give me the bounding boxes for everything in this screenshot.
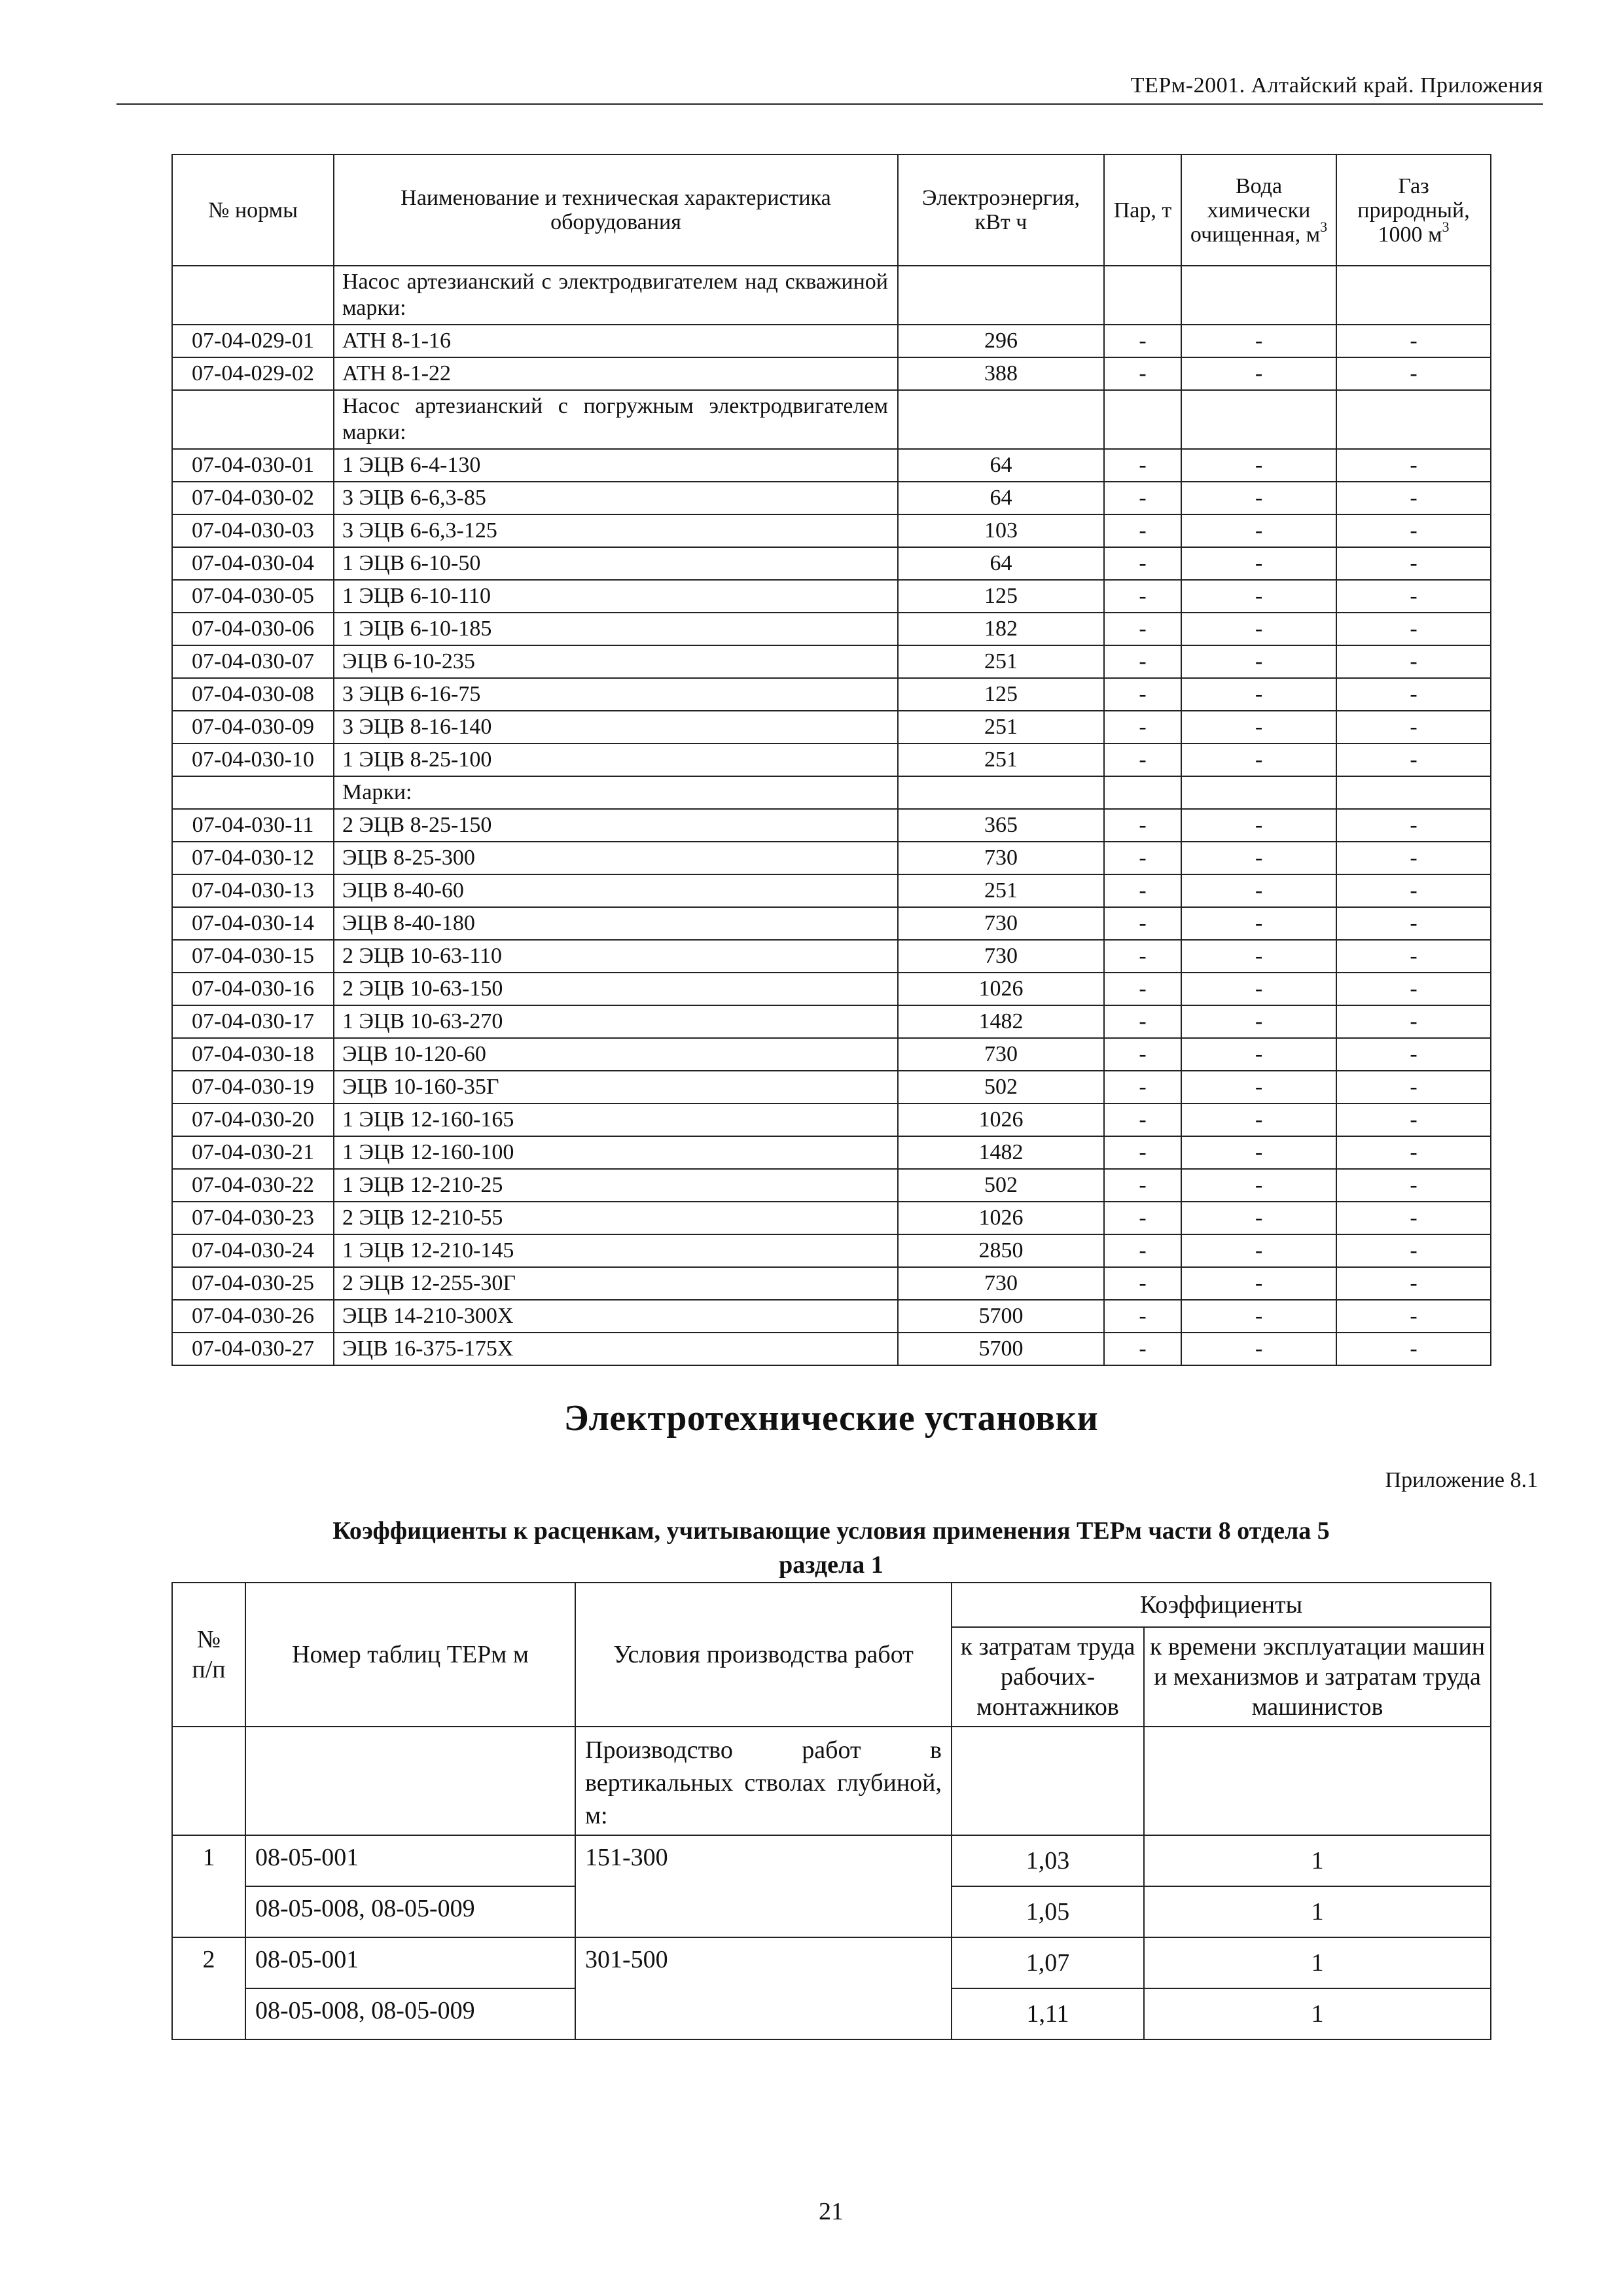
gas-value: - — [1336, 1136, 1491, 1169]
electricity-value: 1026 — [898, 973, 1104, 1005]
group-row — [172, 390, 1491, 449]
gas-value: - — [1336, 1169, 1491, 1202]
table-row — [172, 1071, 1491, 1103]
equipment-name: 1 ЭЦВ 10-63-270 — [334, 1005, 898, 1038]
table2-caption — [0, 1514, 1623, 1582]
norm-code: 07-04-030-24 — [172, 1234, 334, 1267]
gas-value: - — [1336, 547, 1491, 580]
electricity-value: 730 — [898, 1267, 1104, 1300]
equipment-energy-table — [171, 154, 1491, 1366]
table-row — [172, 325, 1491, 357]
equipment-name: 1 ЭЦВ 6-4-130 — [334, 449, 898, 482]
equipment-name: 1 ЭЦВ 6-10-185 — [334, 613, 898, 645]
norm-code: 07-04-030-19 — [172, 1071, 334, 1103]
equipment-name: 1 ЭЦВ 6-10-50 — [334, 547, 898, 580]
water-value: - — [1181, 547, 1336, 580]
table-row — [172, 1267, 1491, 1300]
header-electricity: Электроэнергия, кВт ч — [898, 154, 1104, 266]
equipment-name: 2 ЭЦВ 12-255-30Г — [334, 1267, 898, 1300]
steam-value: - — [1104, 1267, 1181, 1300]
table-row — [172, 973, 1491, 1005]
gas-value: - — [1336, 809, 1491, 842]
table-row — [172, 613, 1491, 645]
table-row — [172, 580, 1491, 613]
steam-value: - — [1104, 1300, 1181, 1333]
table-numbers: 08-05-008, 08-05-009 — [245, 1988, 575, 2039]
norm-code: 07-04-029-02 — [172, 357, 334, 390]
steam-value: - — [1104, 1005, 1181, 1038]
group-empty-cell — [1181, 776, 1336, 809]
table-row — [172, 1169, 1491, 1202]
norm-code: 07-04-030-05 — [172, 580, 334, 613]
group-empty-cell — [1104, 266, 1181, 325]
group-empty-cell — [898, 776, 1104, 809]
table2-caption-line2: раздела 1 — [779, 1551, 883, 1579]
steam-value: - — [1104, 325, 1181, 357]
electricity-value: 1026 — [898, 1103, 1104, 1136]
water-value: - — [1181, 1169, 1336, 1202]
electricity-value: 182 — [898, 613, 1104, 645]
gas-value: - — [1336, 1103, 1491, 1136]
gas-value: - — [1336, 1234, 1491, 1267]
steam-value: - — [1104, 613, 1181, 645]
appendix-label: Приложение 8.1 — [1385, 1468, 1538, 1492]
table-numbers: 08-05-008, 08-05-009 — [245, 1886, 575, 1937]
steam-value: - — [1104, 842, 1181, 874]
table-row — [172, 842, 1491, 874]
gas-value: - — [1336, 325, 1491, 357]
header-code: № нормы — [172, 154, 334, 266]
table-row — [172, 1937, 1491, 1988]
table2-caption-line1: Коэффициенты к расценкам, учитывающие условия применения ТЕРм части 8 отдела 5 — [332, 1517, 1330, 1545]
gas-value: - — [1336, 449, 1491, 482]
norm-code: 07-04-030-27 — [172, 1333, 334, 1365]
norm-code: 07-04-030-06 — [172, 613, 334, 645]
water-value: - — [1181, 744, 1336, 776]
steam-value: - — [1104, 711, 1181, 744]
depth-condition: 151-300 — [575, 1835, 952, 1937]
steam-value: - — [1104, 940, 1181, 973]
header-num: № п/п — [172, 1583, 245, 1727]
steam-value: - — [1104, 1103, 1181, 1136]
steam-value: - — [1104, 580, 1181, 613]
equipment-name: ЭЦВ 14-210-300Х — [334, 1300, 898, 1333]
header-steam: Пар, т — [1104, 154, 1181, 266]
steam-value: - — [1104, 907, 1181, 940]
gas-value: - — [1336, 1333, 1491, 1365]
equipment-name: 2 ЭЦВ 12-210-55 — [334, 1202, 898, 1234]
table-row — [172, 482, 1491, 514]
norm-code: 07-04-030-08 — [172, 678, 334, 711]
header-machines: к времени эксплуатации машин и механизмов и затратам труда машинистов — [1144, 1627, 1491, 1727]
gas-value: - — [1336, 940, 1491, 973]
table-row — [172, 1103, 1491, 1136]
steam-value: - — [1104, 1169, 1181, 1202]
water-value: - — [1181, 809, 1336, 842]
gas-value: - — [1336, 482, 1491, 514]
equipment-name: 1 ЭЦВ 12-160-100 — [334, 1136, 898, 1169]
machine-coefficient: 1 — [1144, 1835, 1491, 1886]
group-empty-cell — [898, 390, 1104, 449]
norm-code: 07-04-030-16 — [172, 973, 334, 1005]
gas-value: - — [1336, 645, 1491, 678]
table-row — [172, 1333, 1491, 1365]
table-numbers: 08-05-001 — [245, 1835, 575, 1886]
gas-value: - — [1336, 514, 1491, 547]
steam-value: - — [1104, 1234, 1181, 1267]
steam-value: - — [1104, 482, 1181, 514]
norm-code: 07-04-030-21 — [172, 1136, 334, 1169]
electricity-value: 251 — [898, 744, 1104, 776]
gas-value: - — [1336, 1267, 1491, 1300]
water-value: - — [1181, 907, 1336, 940]
equipment-name: ЭЦВ 8-40-60 — [334, 874, 898, 907]
electricity-value: 365 — [898, 809, 1104, 842]
norm-code: 07-04-030-18 — [172, 1038, 334, 1071]
table-row — [172, 940, 1491, 973]
norm-code: 07-04-030-20 — [172, 1103, 334, 1136]
group-label: Марки: — [334, 776, 898, 809]
electricity-value: 502 — [898, 1169, 1104, 1202]
norm-code: 07-04-029-01 — [172, 325, 334, 357]
norm-code: 07-04-030-23 — [172, 1202, 334, 1234]
norm-code: 07-04-030-22 — [172, 1169, 334, 1202]
water-value: - — [1181, 1202, 1336, 1234]
table-row — [172, 514, 1491, 547]
water-value: - — [1181, 711, 1336, 744]
table-row — [172, 1835, 1491, 1886]
gas-value: - — [1336, 1038, 1491, 1071]
water-value: - — [1181, 1267, 1336, 1300]
electricity-value: 730 — [898, 842, 1104, 874]
gas-value: - — [1336, 973, 1491, 1005]
equipment-name: АТН 8-1-22 — [334, 357, 898, 390]
intro-empty-num — [172, 1727, 245, 1835]
labor-coefficient: 1,07 — [952, 1937, 1144, 1988]
electricity-value: 5700 — [898, 1333, 1104, 1365]
header-water-sup: 3 — [1320, 219, 1328, 236]
group-empty-cell — [1336, 266, 1491, 325]
water-value: - — [1181, 357, 1336, 390]
intro-empty-machines — [1144, 1727, 1491, 1835]
electricity-value: 251 — [898, 711, 1104, 744]
group-empty-cell — [1104, 390, 1181, 449]
steam-value: - — [1104, 1202, 1181, 1234]
norm-code: 07-04-030-13 — [172, 874, 334, 907]
intro-empty-labor — [952, 1727, 1144, 1835]
norm-code: 07-04-030-17 — [172, 1005, 334, 1038]
page-number: 21 — [819, 2198, 844, 2225]
table-row — [172, 1038, 1491, 1071]
table-row — [172, 357, 1491, 390]
group-code-cell — [172, 776, 334, 809]
water-value: - — [1181, 678, 1336, 711]
steam-value: - — [1104, 645, 1181, 678]
header-gas-sup: 3 — [1442, 219, 1450, 236]
norm-code: 07-04-030-26 — [172, 1300, 334, 1333]
machine-coefficient: 1 — [1144, 1988, 1491, 2039]
gas-value: - — [1336, 907, 1491, 940]
header-gas — [1336, 154, 1491, 266]
table1-header-row — [172, 154, 1491, 266]
row-number: 1 — [172, 1835, 245, 1937]
gas-value: - — [1336, 711, 1491, 744]
header-tables: Номер таблиц ТЕРм м — [245, 1583, 575, 1727]
norm-code: 07-04-030-09 — [172, 711, 334, 744]
electricity-value: 296 — [898, 325, 1104, 357]
gas-value: - — [1336, 580, 1491, 613]
header-coefficients: Коэффициенты — [952, 1583, 1491, 1627]
electricity-value: 64 — [898, 547, 1104, 580]
equipment-name: 1 ЭЦВ 12-210-25 — [334, 1169, 898, 1202]
equipment-name: ЭЦВ 8-40-180 — [334, 907, 898, 940]
steam-value: - — [1104, 1333, 1181, 1365]
coefficients-table — [171, 1582, 1491, 2040]
equipment-name: ЭЦВ 8-25-300 — [334, 842, 898, 874]
equipment-name: 1 ЭЦВ 12-160-165 — [334, 1103, 898, 1136]
norm-code: 07-04-030-04 — [172, 547, 334, 580]
water-value: - — [1181, 940, 1336, 973]
norm-code: 07-04-030-11 — [172, 809, 334, 842]
equipment-name: 3 ЭЦВ 6-6,3-125 — [334, 514, 898, 547]
water-value: - — [1181, 1136, 1336, 1169]
table-row — [172, 744, 1491, 776]
electricity-value: 125 — [898, 580, 1104, 613]
gas-value: - — [1336, 613, 1491, 645]
table-row — [172, 645, 1491, 678]
labor-coefficient: 1,03 — [952, 1835, 1144, 1886]
section-title: Электротехнические установки — [563, 1398, 1099, 1439]
gas-value: - — [1336, 1005, 1491, 1038]
water-value: - — [1181, 1234, 1336, 1267]
table-row — [172, 1202, 1491, 1234]
table-row — [172, 1300, 1491, 1333]
steam-value: - — [1104, 357, 1181, 390]
table-row — [172, 678, 1491, 711]
table-row — [172, 547, 1491, 580]
steam-value: - — [1104, 449, 1181, 482]
equipment-name: 2 ЭЦВ 10-63-110 — [334, 940, 898, 973]
gas-value: - — [1336, 678, 1491, 711]
water-value: - — [1181, 874, 1336, 907]
header-name: Наименование и техническая характеристика оборудования — [334, 154, 898, 266]
steam-value: - — [1104, 547, 1181, 580]
header-gas-text: Газ природный, 1000 м — [1357, 173, 1470, 247]
table2-body — [172, 1727, 1491, 2039]
electricity-value: 103 — [898, 514, 1104, 547]
norm-code: 07-04-030-03 — [172, 514, 334, 547]
table-row — [172, 874, 1491, 907]
table-row — [172, 1136, 1491, 1169]
header-conditions: Условия производства работ — [575, 1583, 952, 1727]
steam-value: - — [1104, 874, 1181, 907]
water-value: - — [1181, 645, 1336, 678]
water-value: - — [1181, 613, 1336, 645]
electricity-value: 1026 — [898, 1202, 1104, 1234]
labor-coefficient: 1,05 — [952, 1886, 1144, 1937]
water-value: - — [1181, 1071, 1336, 1103]
steam-value: - — [1104, 973, 1181, 1005]
header-labor: к затратам труда рабочих-монтажников — [952, 1627, 1144, 1727]
water-value: - — [1181, 973, 1336, 1005]
steam-value: - — [1104, 744, 1181, 776]
electricity-value: 730 — [898, 940, 1104, 973]
group-empty-cell — [1104, 776, 1181, 809]
norm-code: 07-04-030-15 — [172, 940, 334, 973]
table-numbers: 08-05-001 — [245, 1937, 575, 1988]
machine-coefficient: 1 — [1144, 1937, 1491, 1988]
norm-code: 07-04-030-07 — [172, 645, 334, 678]
steam-value: - — [1104, 514, 1181, 547]
electricity-value: 251 — [898, 874, 1104, 907]
group-empty-cell — [1181, 266, 1336, 325]
electricity-value: 5700 — [898, 1300, 1104, 1333]
group-empty-cell — [1181, 390, 1336, 449]
steam-value: - — [1104, 678, 1181, 711]
norm-code: 07-04-030-10 — [172, 744, 334, 776]
table-row — [172, 1234, 1491, 1267]
machine-coefficient: 1 — [1144, 1886, 1491, 1937]
electricity-value: 1482 — [898, 1005, 1104, 1038]
norm-code: 07-04-030-12 — [172, 842, 334, 874]
equipment-name: 3 ЭЦВ 8-16-140 — [334, 711, 898, 744]
equipment-name: ЭЦВ 6-10-235 — [334, 645, 898, 678]
water-value: - — [1181, 1333, 1336, 1365]
intro-condition: Производство работ в вертикальных стволах глубиной, м: — [575, 1727, 952, 1835]
water-value: - — [1181, 842, 1336, 874]
running-header: ТЕРм-2001. Алтайский край. Приложения — [1130, 73, 1543, 98]
table2-header-row-1 — [172, 1583, 1491, 1627]
water-value: - — [1181, 1103, 1336, 1136]
norm-code: 07-04-030-01 — [172, 449, 334, 482]
header-water — [1181, 154, 1336, 266]
equipment-name: 2 ЭЦВ 10-63-150 — [334, 973, 898, 1005]
water-value: - — [1181, 1300, 1336, 1333]
group-empty-cell — [898, 266, 1104, 325]
equipment-name: 3 ЭЦВ 6-16-75 — [334, 678, 898, 711]
group-row — [172, 266, 1491, 325]
gas-value: - — [1336, 1071, 1491, 1103]
depth-condition: 301-500 — [575, 1937, 952, 2039]
group-empty-cell — [1336, 776, 1491, 809]
electricity-value: 251 — [898, 645, 1104, 678]
table-row — [172, 907, 1491, 940]
electricity-value: 388 — [898, 357, 1104, 390]
norm-code: 07-04-030-25 — [172, 1267, 334, 1300]
water-value: - — [1181, 514, 1336, 547]
intro-empty-tables — [245, 1727, 575, 1835]
equipment-name: 1 ЭЦВ 12-210-145 — [334, 1234, 898, 1267]
table-row — [172, 449, 1491, 482]
electricity-value: 125 — [898, 678, 1104, 711]
water-value: - — [1181, 482, 1336, 514]
water-value: - — [1181, 449, 1336, 482]
header-water-text: Вода химически очищенная, м — [1190, 173, 1321, 247]
group-code-cell — [172, 390, 334, 449]
group-code-cell — [172, 266, 334, 325]
norm-code: 07-04-030-02 — [172, 482, 334, 514]
steam-value: - — [1104, 1071, 1181, 1103]
electricity-value: 64 — [898, 482, 1104, 514]
gas-value: - — [1336, 357, 1491, 390]
norm-code: 07-04-030-14 — [172, 907, 334, 940]
equipment-name: ЭЦВ 16-375-175Х — [334, 1333, 898, 1365]
intro-row — [172, 1727, 1491, 1835]
water-value: - — [1181, 580, 1336, 613]
table1-body — [172, 266, 1491, 1365]
equipment-name: 1 ЭЦВ 6-10-110 — [334, 580, 898, 613]
electricity-value: 2850 — [898, 1234, 1104, 1267]
water-value: - — [1181, 1005, 1336, 1038]
labor-coefficient: 1,11 — [952, 1988, 1144, 2039]
water-value: - — [1181, 1038, 1336, 1071]
water-value: - — [1181, 325, 1336, 357]
equipment-name: ЭЦВ 10-120-60 — [334, 1038, 898, 1071]
electricity-value: 730 — [898, 907, 1104, 940]
gas-value: - — [1336, 1300, 1491, 1333]
table-row — [172, 809, 1491, 842]
table-row — [172, 711, 1491, 744]
equipment-name: 3 ЭЦВ 6-6,3-85 — [334, 482, 898, 514]
equipment-name: 2 ЭЦВ 8-25-150 — [334, 809, 898, 842]
group-label: Насос артезианский с электродвигателем над скважиной марки: — [334, 266, 898, 325]
electricity-value: 730 — [898, 1038, 1104, 1071]
steam-value: - — [1104, 809, 1181, 842]
gas-value: - — [1336, 1202, 1491, 1234]
group-empty-cell — [1336, 390, 1491, 449]
electricity-value: 64 — [898, 449, 1104, 482]
steam-value: - — [1104, 1136, 1181, 1169]
electricity-value: 1482 — [898, 1136, 1104, 1169]
equipment-name: АТН 8-1-16 — [334, 325, 898, 357]
equipment-name: ЭЦВ 10-160-35Г — [334, 1071, 898, 1103]
group-row — [172, 776, 1491, 809]
table-row — [172, 1005, 1491, 1038]
gas-value: - — [1336, 842, 1491, 874]
equipment-name: 1 ЭЦВ 8-25-100 — [334, 744, 898, 776]
header-rule — [116, 103, 1543, 105]
steam-value: - — [1104, 1038, 1181, 1071]
gas-value: - — [1336, 744, 1491, 776]
group-label: Насос артезианский с погружным электродвигателем марки: — [334, 390, 898, 449]
gas-value: - — [1336, 874, 1491, 907]
electricity-value: 502 — [898, 1071, 1104, 1103]
row-number: 2 — [172, 1937, 245, 2039]
